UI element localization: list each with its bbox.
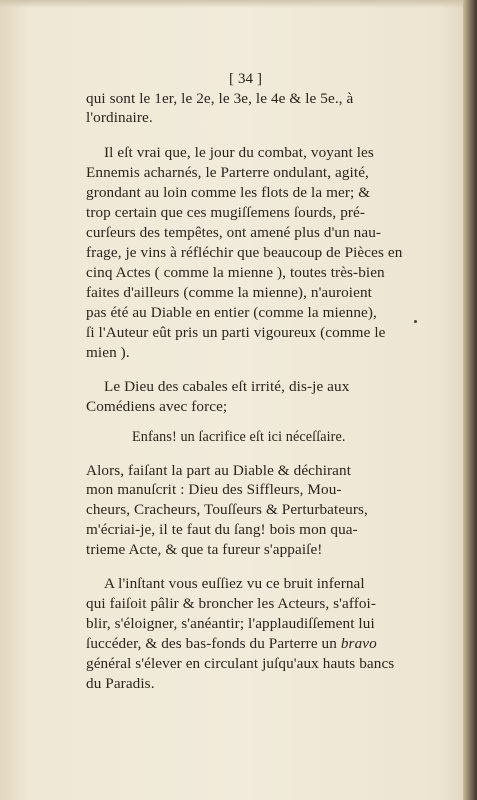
- text-line: grondant au loin comme les flots de la mer; &: [86, 184, 371, 201]
- text-line: ſi l'Auteur eût pris un parti vigoureux (comme le: [86, 324, 386, 341]
- text-line: mon manuſcrit : Dieu des Siffleurs, Mou-: [86, 481, 342, 498]
- text-line: l'ordinaire.: [86, 109, 153, 126]
- ink-speck: [414, 320, 417, 323]
- text-line: [86, 635, 377, 653]
- italic-word: bravo: [340, 635, 377, 652]
- text-line: Ennemis acharnés, le Parterre ondulant, agité,: [86, 164, 369, 181]
- text-line: curſeurs des tempêtes, ont amené plus d'un nau-: [86, 224, 382, 241]
- text-line: qui sont le 1er, le 2e, le 3e, le 4e & le 5e., à: [86, 90, 354, 107]
- text-line: général s'élever en circulant juſqu'aux hauts bancs: [86, 655, 395, 672]
- page-fore-edge: [463, 0, 477, 800]
- text-line: cinq Actes ( comme la mienne ), toutes très-bien: [86, 264, 385, 281]
- text-line: A l'inſtant vous euſſiez vu ce bruit infernal: [104, 575, 365, 592]
- text-line: m'écriai-je, il te faut du ſang! bois mon qua-: [86, 521, 358, 538]
- text-line: mien ).: [86, 344, 130, 361]
- text-line: blir, s'éloigner, s'anéantir; l'applaudiſſement lui: [86, 615, 375, 632]
- text-line: Enfans! un ſacrifice eſt ici néceſſaire.: [132, 429, 346, 445]
- text-line: trop certain que ces mugiſſemens ſourds, pré-: [86, 204, 366, 221]
- page-top-shadow: [0, 0, 477, 8]
- text-line: pas été au Diable en entier (comme la mienne),: [86, 304, 377, 321]
- text-line: frage, je vins à réfléchir que beaucoup de Pièces en: [86, 244, 403, 261]
- text-line: faites d'ailleurs (comme la mienne), n'auroient: [86, 284, 372, 301]
- text-line: Le Dieu des cabales eſt irrité, dis-je aux: [104, 378, 350, 395]
- page-number: [ 34 ]: [229, 71, 263, 87]
- text-line: du Paradis.: [86, 675, 155, 692]
- text-line: qui faiſoit pâlir & broncher les Acteurs, s'affoi-: [86, 595, 377, 612]
- text-line: trieme Acte, & que ta fureur s'appaiſe!: [86, 541, 323, 558]
- text-line-part: ſuccéder, & des bas-fonds du Parterre un: [86, 635, 337, 652]
- text-line: Comédiens avec force;: [86, 398, 228, 415]
- text-line: Il eſt vrai que, le jour du combat, voyant les: [104, 144, 374, 161]
- text-line: Alors, faiſant la part au Diable & déchirant: [86, 462, 352, 479]
- text-line: cheurs, Cracheurs, Touſſeurs & Perturbateurs,: [86, 501, 368, 518]
